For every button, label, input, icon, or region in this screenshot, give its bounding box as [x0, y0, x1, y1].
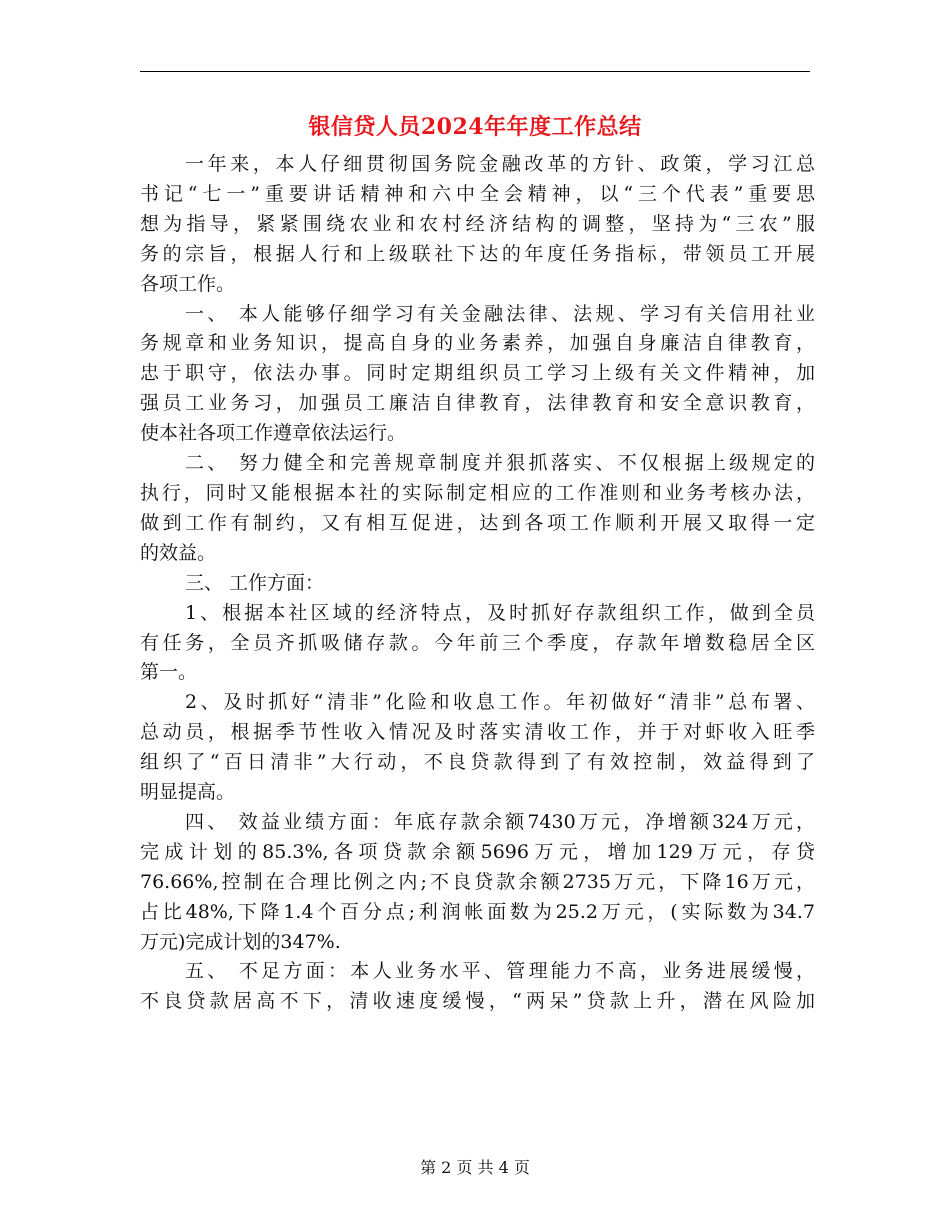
page-number: 第 2 页 共 4 页 [420, 1158, 530, 1177]
paragraph-line: 想为指导，紧紧围绕农业和农村经济结构的调整，坚持为“三农”服 [140, 212, 815, 235]
paragraph-line: 强员工业务习，加强员工廉洁自律教育，法律教育和安全意识教育， [140, 392, 815, 415]
paragraph-line: 的效益。 [140, 541, 217, 564]
paragraph-line: 第一。 [140, 661, 198, 684]
paragraph-line: 忠于职守，依法办事。同时定期组织员工学习上级有关文件精神，加 [140, 362, 815, 385]
paragraph-line: 使本社各项工作遵章依法运行。 [140, 422, 407, 445]
paragraph [140, 808, 815, 958]
paragraph [140, 569, 815, 599]
paragraph-line: 1、根据本社区域的经济特点，及时抓好存款组织工作，做到全员 [185, 601, 815, 624]
paragraph-line: 明显提高。 [140, 781, 236, 804]
paragraph-line: 完成计划的85.3%,各项贷款余额5696万元，增加129万元，存贷 [140, 840, 815, 863]
paragraph [140, 688, 815, 808]
header-rule [140, 71, 810, 72]
paragraph-line: 执行，同时又能根据本社的实际制定相应的工作准则和业务考核办法， [140, 481, 815, 504]
paragraph [140, 150, 815, 300]
paragraph-line: 占比48%,下降1.4个百分点;利润帐面数为25.2万元，(实际数为34.7 [140, 900, 815, 923]
paragraph-line: 总动员，根据季节性收入情况及时落实清收工作，并于对虾收入旺季 [140, 721, 815, 744]
paragraph-line: 76.66%,控制在合理比例之内;不良贷款余额2735万元，下降16万元， [140, 870, 815, 893]
paragraph-line: 书记“七一”重要讲话精神和六中全会精神，以“三个代表”重要思 [140, 182, 815, 205]
paragraph-line: 有任务，全员齐抓吸储存款。今年前三个季度，存款年增数稳居全区 [140, 631, 815, 654]
paragraph-line: 一年来，本人仔细贯彻国务院金融改革的方针、政策，学习江总 [185, 153, 815, 175]
paragraph [140, 300, 815, 450]
paragraph [140, 599, 815, 689]
paragraph-line: 五、 不足方面：本人业务水平、管理能力不高，业务进展缓慢， [185, 960, 815, 983]
paragraph-line: 务的宗旨，根据人行和上级联社下达的年度任务指标，带领员工开展 [140, 242, 815, 265]
document-title: 银信贷人员2024年年度工作总结 [308, 114, 642, 140]
paragraph-line: 务规章和业务知识，提高自身的业务素养，加强自身廉洁自律教育， [140, 332, 815, 355]
paragraph-line: 2、及时抓好“清非”化险和收息工作。年初做好“清非”总布署、 [185, 691, 815, 714]
paragraph-line: 四、 效益业绩方面：年底存款余额7430万元，净增额324万元， [185, 810, 815, 833]
paragraph [140, 449, 815, 569]
paragraph-line: 做到工作有制约，又有相互促进，达到各项工作顺利开展又取得一定 [140, 511, 815, 534]
paragraph-line: 不良贷款居高不下，清收速度缓慢，“两呆”贷款上升，潜在风险加 [140, 990, 815, 1013]
paragraph-line: 各项工作。 [140, 272, 236, 295]
paragraph-line: 二、 努力健全和完善规章制度并狠抓落实、不仅根据上级规定的 [185, 452, 815, 475]
paragraph-line: 三、 工作方面： [185, 571, 325, 594]
paragraph [140, 957, 815, 1017]
document-body [140, 150, 815, 1017]
paragraph-line: 万元)完成计划的347%. [140, 930, 341, 953]
paragraph-line: 组织了“百日清非”大行动，不良贷款得到了有效控制，效益得到了 [140, 751, 815, 774]
paragraph-line: 一、 本人能够仔细学习有关金融法律、法规、学习有关信用社业 [185, 302, 815, 325]
